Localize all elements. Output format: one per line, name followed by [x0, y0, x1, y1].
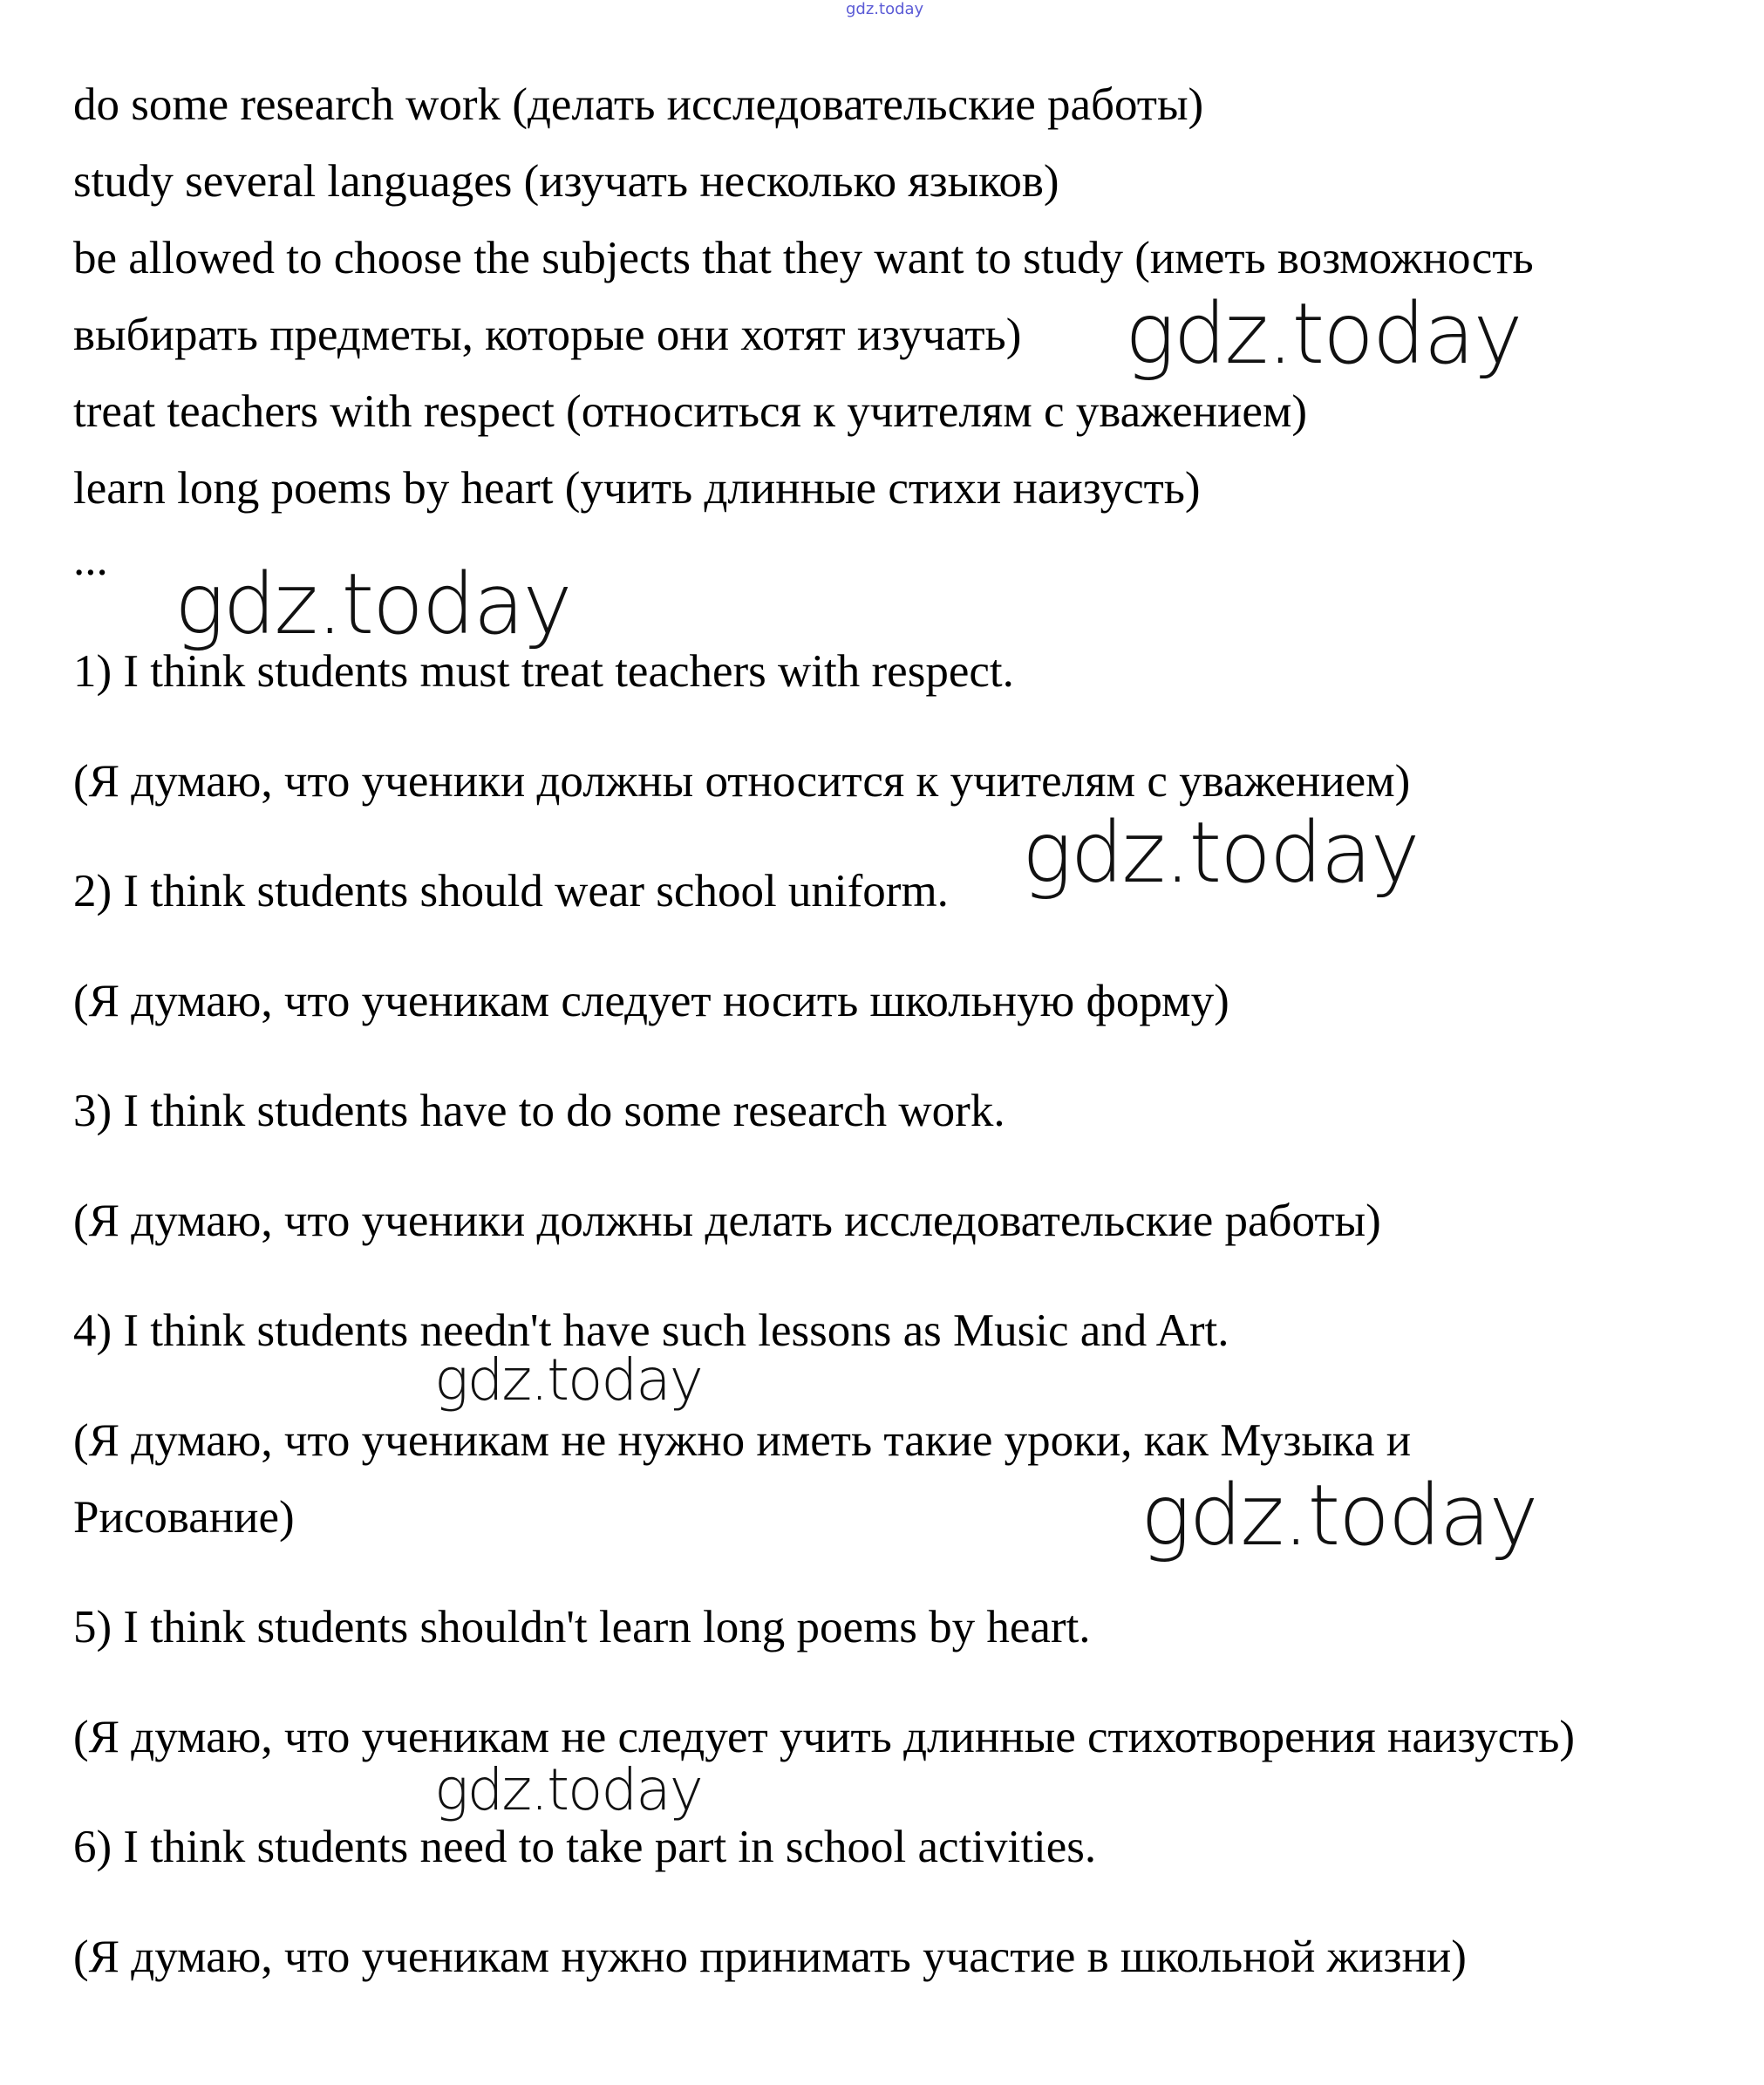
phrase-line: do some research work (делать исследовательские работы) — [73, 79, 1204, 130]
phrase-line: study several languages (изучать несколько языков) — [73, 156, 1059, 207]
answer-ru: Рисование) — [73, 1492, 295, 1543]
answer-en: 1) I think students must treat teachers with respect. — [73, 646, 1014, 697]
ellipsis: ... — [73, 535, 108, 585]
answer-ru: (Я думаю, что ученикам нужно принимать участие в школьной жизни) — [73, 1932, 1467, 1982]
phrase-line: be allowed to choose the subjects that they want to study (иметь возможность — [73, 233, 1534, 283]
answer-en: 3) I think students have to do some research work. — [73, 1086, 1005, 1136]
watermark: gdz.today — [174, 555, 571, 653]
watermark: gdz.today — [434, 1346, 702, 1414]
answer-ru: (Я думаю, что ученики должны относится к учителям с уважением) — [73, 756, 1411, 807]
phrase-line: treat teachers with respect (относиться к учителям с уважением) — [73, 386, 1308, 437]
watermark: gdz.today — [1141, 1467, 1537, 1564]
phrase-line: learn long poems by heart (учить длинные стихи наизусть) — [73, 463, 1201, 514]
watermark: gdz.today — [1125, 285, 1522, 383]
answer-en: 6) I think students need to take part in school activities. — [73, 1822, 1097, 1872]
answer-ru: (Я думаю, что ученикам не следует учить длинные стихотворения наизусть) — [73, 1712, 1576, 1762]
watermark: gdz.today — [1022, 804, 1419, 902]
phrase-line: выбирать предметы, которые они хотят изучать) — [73, 310, 1022, 360]
answer-en: 4) I think students needn't have such lessons as Music and Art. — [73, 1305, 1229, 1356]
answer-ru: (Я думаю, что ученики должны делать исследовательские работы) — [73, 1196, 1381, 1246]
header-watermark: gdz.today — [846, 0, 924, 18]
watermark: gdz.today — [434, 1756, 702, 1823]
answer-ru: (Я думаю, что ученикам следует носить школьную форму) — [73, 976, 1229, 1026]
answer-ru: (Я думаю, что ученикам не нужно иметь такие уроки, как Музыка и — [73, 1415, 1412, 1466]
answer-en: 2) I think students should wear school uniform. — [73, 866, 949, 916]
answer-en: 5) I think students shouldn't learn long poems by heart. — [73, 1602, 1091, 1652]
